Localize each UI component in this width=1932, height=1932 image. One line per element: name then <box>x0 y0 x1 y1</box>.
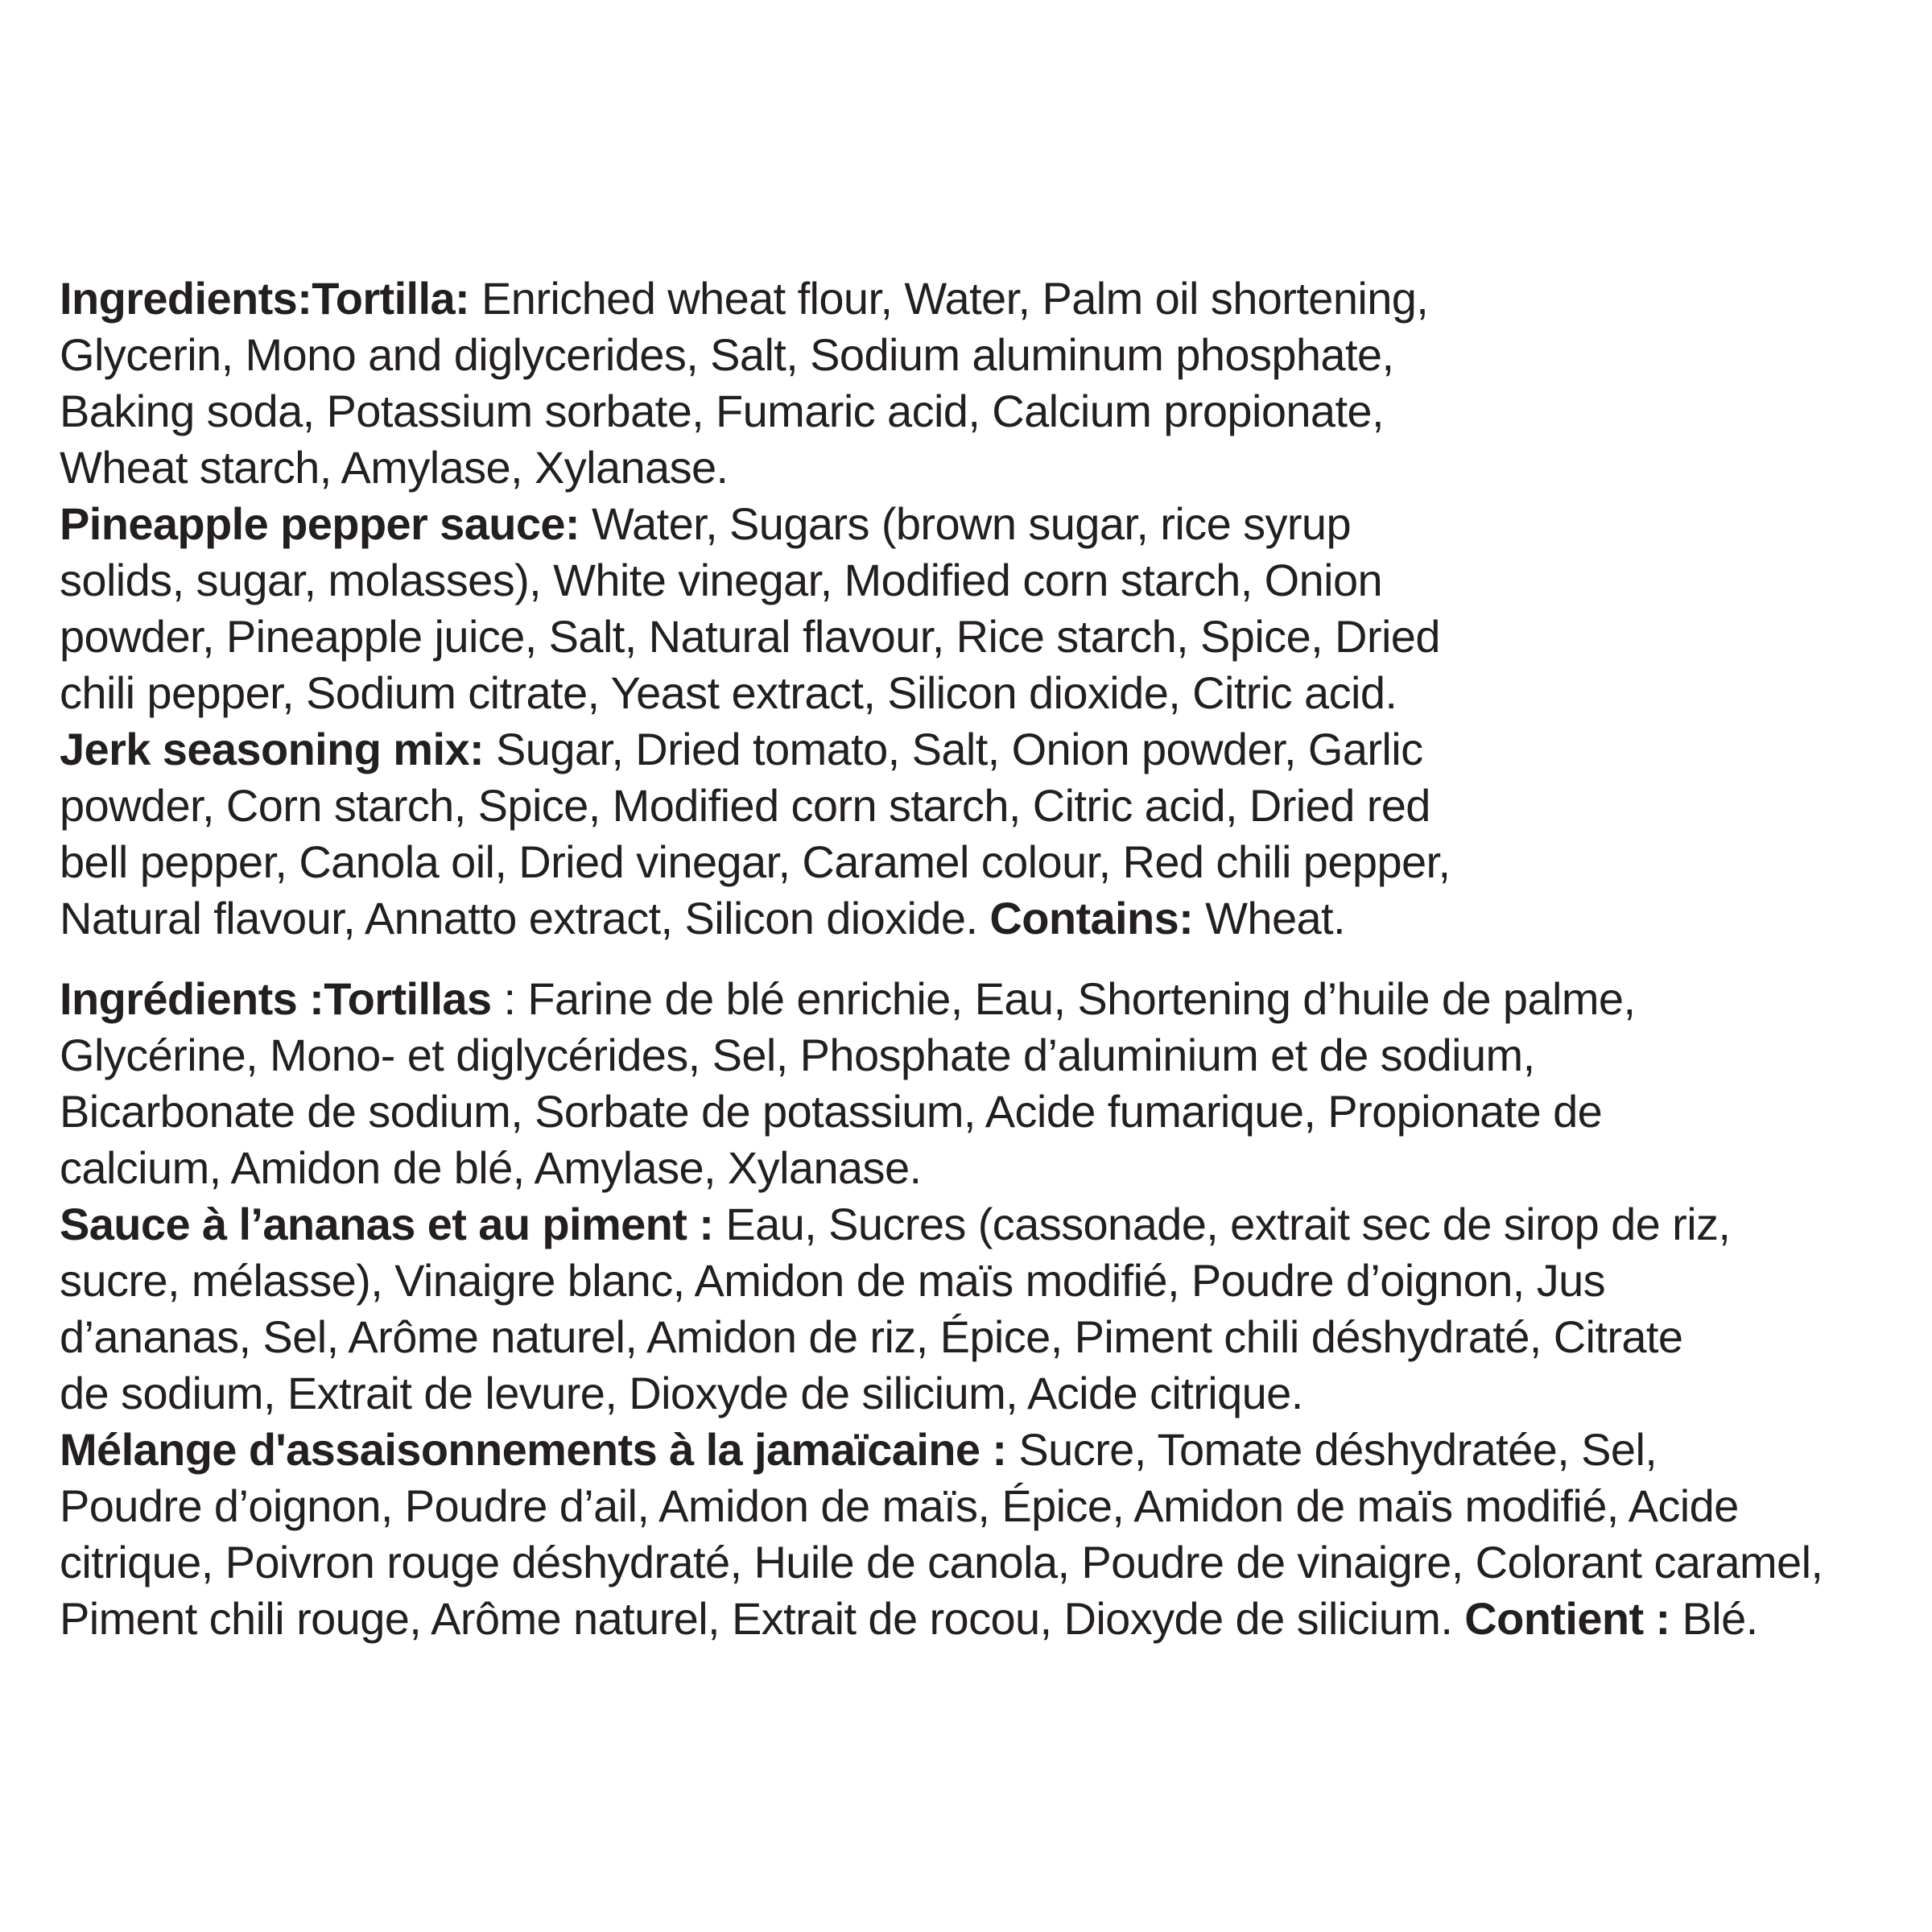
ingredient-text: bell pepper, Canola oil, Dried vinegar, Caramel colour, Red chili pepper, <box>60 836 1451 887</box>
bold-heading-text: Pineapple pepper sauce: <box>60 498 580 549</box>
bold-heading-text: Contient : <box>1464 1593 1670 1644</box>
french-line <box>60 1196 1911 1253</box>
french-line <box>60 1478 1911 1534</box>
french-line <box>60 971 1911 1027</box>
french-line <box>60 1591 1911 1647</box>
ingredient-text: Sugar, Dried tomato, Salt, Onion powder, Garlic <box>484 724 1423 774</box>
english-line <box>60 890 1911 947</box>
ingredient-text: citrique, Poivron rouge déshydraté, Huile de canola, Poudre de vinaigre, Colorant caramel, <box>60 1537 1823 1587</box>
english-line <box>60 609 1911 665</box>
ingredient-text: Enriched wheat flour, Water, Palm oil shortening, <box>469 273 1429 324</box>
bold-heading-text: Mélange d'assaisonnements à la jamaïcaine : <box>60 1424 1007 1475</box>
ingredient-text: Glycerin, Mono and diglycerides, Salt, Sodium aluminum phosphate, <box>60 329 1394 380</box>
ingredient-text: Blé. <box>1670 1593 1758 1644</box>
bold-heading-text: Sauce à l’ananas et au piment : <box>60 1199 714 1249</box>
english-line <box>60 440 1911 496</box>
bold-heading-text: Tortilla: <box>312 273 470 324</box>
ingredient-text: Baking soda, Potassium sorbate, Fumaric acid, Calcium propionate, <box>60 386 1384 436</box>
bold-heading-text: Ingredients: <box>60 273 312 324</box>
ingredient-text: Poudre d’oignon, Poudre d’ail, Amidon de maïs, Épice, Amidon de maïs modifié, Acide <box>60 1480 1739 1531</box>
ingredient-text: powder, Corn starch, Spice, Modified corn starch, Citric acid, Dried red <box>60 780 1430 831</box>
english-line <box>60 383 1911 440</box>
ingredient-text: : Farine de blé enrichie, Eau, Shortening d’huile de palme, <box>491 973 1636 1024</box>
english-line <box>60 778 1911 834</box>
ingredient-text: Wheat starch, Amylase, Xylanase. <box>60 442 729 493</box>
ingredient-text: d’ananas, Sel, Arôme naturel, Amidon de riz, Épice, Piment chili déshydraté, Citrate <box>60 1311 1683 1362</box>
french-line <box>60 1084 1911 1140</box>
bold-heading-text: Ingrédients : <box>60 973 324 1024</box>
english-line <box>60 834 1911 890</box>
french-line <box>60 1365 1911 1422</box>
ingredient-text: Natural flavour, Annatto extract, Silicon dioxide. <box>60 893 990 943</box>
ingredient-text: solids, sugar, molasses), White vinegar, Modified corn starch, Onion <box>60 555 1383 605</box>
french-ingredients <box>60 971 1911 1647</box>
ingredient-text: Sucre, Tomate déshydratée, Sel, <box>1006 1424 1657 1475</box>
ingredient-text: Water, Sugars (brown sugar, rice syrup <box>579 498 1352 549</box>
ingredient-text: sucre, mélasse), Vinaigre blanc, Amidon de maïs modifié, Poudre d’oignon, Jus <box>60 1255 1606 1306</box>
ingredients-label <box>60 270 1911 1647</box>
french-line <box>60 1253 1911 1309</box>
french-line <box>60 1422 1911 1478</box>
english-line <box>60 552 1911 609</box>
ingredient-text: Piment chili rouge, Arôme naturel, Extrait de rocou, Dioxyde de silicium. <box>60 1593 1465 1644</box>
bold-heading-text: Tortillas <box>324 973 492 1024</box>
french-line <box>60 1140 1911 1196</box>
french-line <box>60 1309 1911 1365</box>
ingredient-text: Glycérine, Mono- et diglycérides, Sel, Phosphate d’aluminium et de sodium, <box>60 1030 1535 1080</box>
french-line <box>60 1534 1911 1591</box>
ingredient-text: de sodium, Extrait de levure, Dioxyde de silicium, Acide citrique. <box>60 1368 1303 1418</box>
english-line <box>60 721 1911 778</box>
ingredient-text: calcium, Amidon de blé, Amylase, Xylanase. <box>60 1142 922 1193</box>
ingredient-text: powder, Pineapple juice, Salt, Natural flavour, Rice starch, Spice, Dried <box>60 611 1440 662</box>
bold-heading-text: Jerk seasoning mix: <box>60 724 485 774</box>
english-line <box>60 496 1911 552</box>
ingredient-text: Wheat. <box>1193 893 1345 943</box>
ingredient-text: chili pepper, Sodium citrate, Yeast extract, Silicon dioxide, Citric acid. <box>60 667 1397 718</box>
english-line <box>60 665 1911 721</box>
english-line <box>60 270 1911 327</box>
english-line <box>60 327 1911 383</box>
bold-heading-text: Contains: <box>989 893 1194 943</box>
ingredient-text: Eau, Sucres (cassonade, extrait sec de sirop de riz, <box>713 1199 1731 1249</box>
english-ingredients <box>60 270 1911 947</box>
french-line <box>60 1027 1911 1084</box>
ingredient-text: Bicarbonate de sodium, Sorbate de potassium, Acide fumarique, Propionate de <box>60 1086 1603 1137</box>
